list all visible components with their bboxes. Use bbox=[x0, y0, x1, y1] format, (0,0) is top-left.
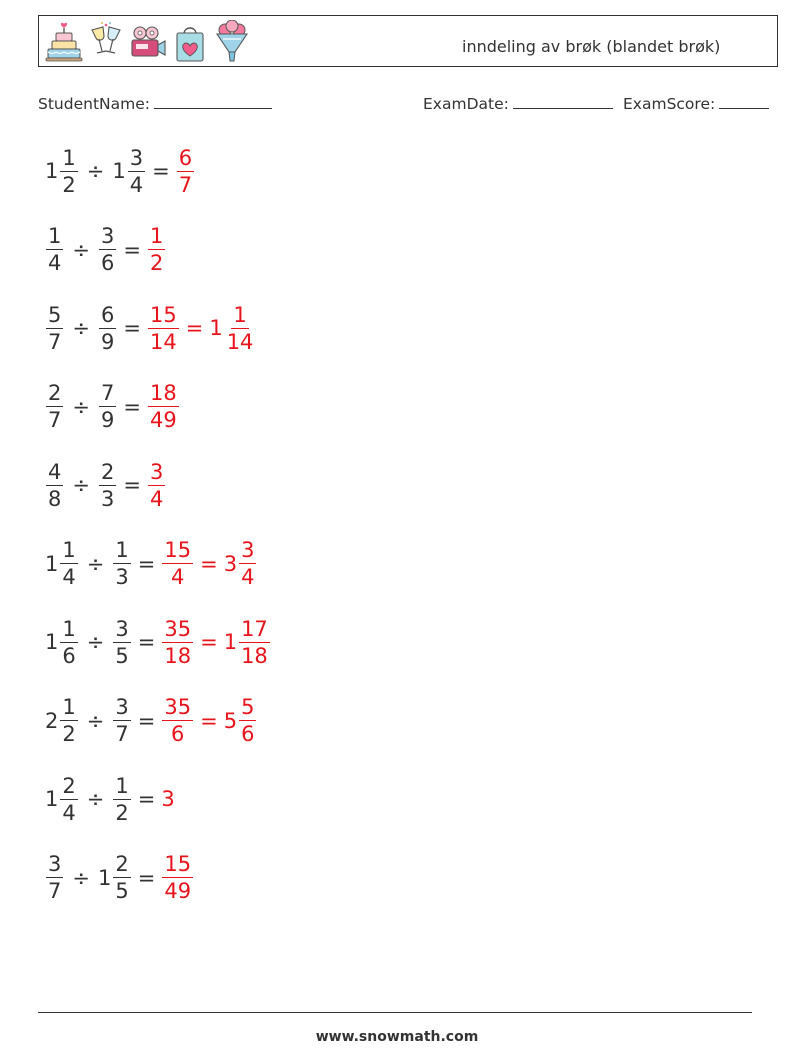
denominator: 49 bbox=[149, 408, 177, 432]
equals-sign: = bbox=[123, 237, 141, 262]
answer bbox=[161, 694, 257, 747]
denominator: 5 bbox=[115, 879, 129, 903]
denominator: 6 bbox=[62, 643, 76, 668]
footer-website: www.snowmath.com bbox=[315, 1029, 479, 1045]
divide-sign: ÷ bbox=[86, 551, 105, 576]
numerator: 15 bbox=[149, 302, 177, 327]
numerator: 2 bbox=[48, 381, 62, 405]
mixed-fraction bbox=[225, 302, 256, 355]
numerator: 4 bbox=[48, 459, 62, 484]
answer-whole-number: 3 bbox=[161, 787, 175, 811]
first-whole-part: 2 bbox=[45, 708, 59, 733]
numerator: 2 bbox=[100, 459, 115, 484]
equals-sign: = bbox=[137, 551, 156, 576]
numerator: 3 bbox=[129, 145, 144, 170]
equals-sign: = bbox=[123, 473, 141, 497]
student-name-blank bbox=[154, 94, 272, 109]
numerator: 6 bbox=[178, 145, 193, 170]
answer-fraction bbox=[162, 851, 193, 904]
flower-bouquet-icon bbox=[213, 20, 251, 64]
answer bbox=[161, 537, 257, 590]
answer-equals-sign: = bbox=[200, 630, 218, 654]
equals-sign: = bbox=[123, 394, 141, 419]
problem-row bbox=[45, 611, 271, 673]
second-fraction bbox=[113, 773, 130, 826]
mixed-whole-part: 3 bbox=[223, 551, 238, 576]
answer-fraction bbox=[148, 223, 165, 276]
answer-fraction bbox=[162, 616, 193, 669]
champagne-glasses-icon bbox=[87, 20, 125, 64]
divide-sign: ÷ bbox=[72, 237, 90, 262]
mixed-whole-part: 1 bbox=[209, 316, 223, 340]
numerator: 1 bbox=[149, 224, 164, 248]
numerator: 2 bbox=[62, 773, 76, 798]
answer-fraction bbox=[162, 694, 193, 747]
numerator: 2 bbox=[115, 852, 129, 876]
denominator: 3 bbox=[100, 486, 115, 511]
second-whole-part: 1 bbox=[97, 865, 112, 890]
second-fraction bbox=[113, 851, 130, 904]
gift-bag-heart-icon bbox=[171, 20, 209, 64]
first-fraction bbox=[46, 459, 63, 512]
first-whole-part: 1 bbox=[45, 551, 59, 576]
answer bbox=[147, 302, 256, 355]
first-fraction bbox=[60, 694, 77, 747]
numerator: 1 bbox=[62, 538, 76, 562]
second-fraction bbox=[99, 302, 116, 355]
denominator: 5 bbox=[115, 643, 129, 668]
denominator: 49 bbox=[164, 879, 192, 903]
second-fraction bbox=[99, 380, 116, 433]
answer-fraction bbox=[162, 537, 193, 590]
denominator: 7 bbox=[48, 329, 62, 354]
first-fraction bbox=[60, 773, 77, 826]
problem-row bbox=[45, 297, 256, 359]
denominator: 4 bbox=[149, 486, 164, 511]
second-fraction bbox=[99, 223, 116, 276]
denominator: 6 bbox=[100, 251, 115, 275]
answer-equals-sign: = bbox=[200, 708, 218, 733]
denominator: 18 bbox=[241, 643, 268, 668]
divide-sign: ÷ bbox=[86, 159, 105, 183]
numerator: 5 bbox=[241, 695, 255, 719]
numerator: 1 bbox=[115, 538, 129, 562]
first-fraction bbox=[60, 145, 77, 198]
wedding-cake-icon bbox=[45, 20, 83, 64]
worksheet-header bbox=[38, 15, 778, 67]
denominator: 2 bbox=[115, 800, 129, 825]
second-fraction bbox=[113, 537, 130, 590]
numerator: 1 bbox=[115, 773, 129, 798]
denominator: 4 bbox=[62, 800, 76, 825]
answer-fraction bbox=[148, 459, 165, 512]
mixed-whole-part: 5 bbox=[223, 708, 238, 733]
answer-fraction bbox=[148, 302, 179, 355]
numerator: 15 bbox=[164, 852, 192, 876]
header-icons bbox=[45, 20, 251, 64]
equals-sign: = bbox=[137, 708, 156, 733]
second-fraction bbox=[113, 616, 130, 669]
denominator: 4 bbox=[62, 565, 76, 589]
exam-date-field bbox=[423, 94, 613, 113]
exam-date-label: ExamDate: bbox=[423, 95, 509, 113]
second-fraction bbox=[99, 459, 116, 512]
first-whole-part: 1 bbox=[45, 787, 59, 811]
denominator: 4 bbox=[171, 565, 185, 589]
answer-fraction bbox=[148, 380, 179, 433]
numerator: 1 bbox=[62, 616, 76, 641]
denominator: 4 bbox=[241, 565, 255, 589]
problem-row bbox=[45, 690, 257, 752]
denominator: 8 bbox=[48, 486, 62, 511]
mixed-fraction bbox=[239, 694, 256, 747]
divide-sign: ÷ bbox=[86, 630, 105, 654]
numerator: 1 bbox=[62, 145, 76, 170]
problem-row bbox=[45, 376, 180, 438]
first-fraction bbox=[46, 851, 63, 904]
answer-fraction bbox=[177, 145, 194, 198]
denominator: 2 bbox=[62, 722, 76, 746]
numerator: 3 bbox=[48, 852, 62, 876]
divide-sign: ÷ bbox=[72, 473, 90, 497]
second-whole-part: 1 bbox=[112, 159, 126, 183]
exam-score-field bbox=[623, 94, 769, 113]
problem-row bbox=[45, 219, 166, 281]
answer bbox=[147, 223, 166, 276]
numerator: 17 bbox=[241, 616, 268, 641]
equals-sign: = bbox=[137, 630, 156, 654]
denominator: 9 bbox=[100, 408, 115, 432]
numerator: 1 bbox=[233, 302, 247, 327]
denominator: 2 bbox=[149, 251, 164, 275]
numerator: 3 bbox=[241, 538, 255, 562]
numerator: 3 bbox=[149, 459, 164, 484]
first-fraction bbox=[46, 223, 63, 276]
equals-sign: = bbox=[137, 865, 156, 890]
first-whole-part: 1 bbox=[45, 159, 59, 183]
answer-equals-sign: = bbox=[185, 316, 204, 340]
numerator: 15 bbox=[164, 538, 192, 562]
mixed-fraction bbox=[239, 616, 270, 669]
problem-row bbox=[45, 847, 194, 909]
numerator: 18 bbox=[149, 381, 177, 405]
problem-row bbox=[45, 140, 195, 202]
denominator: 14 bbox=[149, 329, 177, 354]
equals-sign: = bbox=[123, 316, 141, 340]
denominator: 4 bbox=[129, 172, 144, 197]
worksheet-title: inndeling av brøk (blandet brøk) bbox=[462, 37, 721, 56]
denominator: 7 bbox=[115, 722, 129, 746]
numerator: 1 bbox=[48, 224, 62, 248]
denominator: 7 bbox=[48, 408, 62, 432]
mixed-whole-part: 1 bbox=[223, 630, 238, 654]
second-fraction bbox=[113, 694, 130, 747]
exam-score-blank bbox=[719, 94, 769, 109]
numerator: 3 bbox=[115, 616, 129, 641]
numerator: 3 bbox=[115, 695, 129, 719]
denominator: 18 bbox=[164, 643, 192, 668]
answer bbox=[161, 787, 175, 811]
first-fraction bbox=[60, 616, 77, 669]
student-name-label: StudentName: bbox=[38, 95, 150, 113]
denominator: 7 bbox=[48, 879, 62, 903]
first-whole-part: 1 bbox=[45, 630, 59, 654]
exam-date-blank bbox=[513, 94, 613, 109]
problem-row bbox=[45, 454, 166, 516]
answer bbox=[147, 459, 166, 512]
denominator: 3 bbox=[115, 565, 129, 589]
numerator: 35 bbox=[164, 695, 192, 719]
first-fraction bbox=[46, 302, 63, 355]
second-fraction bbox=[128, 145, 145, 198]
numerator: 35 bbox=[164, 616, 192, 641]
denominator: 14 bbox=[226, 329, 254, 354]
answer bbox=[161, 616, 270, 669]
mixed-fraction bbox=[239, 537, 256, 590]
footer-divider bbox=[38, 1012, 752, 1013]
answer bbox=[176, 145, 195, 198]
first-fraction bbox=[46, 380, 63, 433]
divide-sign: ÷ bbox=[72, 316, 90, 340]
equals-sign: = bbox=[137, 787, 156, 811]
denominator: 7 bbox=[178, 172, 193, 197]
numerator: 7 bbox=[100, 381, 115, 405]
numerator: 3 bbox=[100, 224, 115, 248]
answer-equals-sign: = bbox=[200, 551, 218, 576]
video-camera-icon bbox=[129, 20, 167, 64]
first-fraction bbox=[60, 537, 77, 590]
denominator: 9 bbox=[100, 329, 115, 354]
numerator: 1 bbox=[62, 695, 76, 719]
denominator: 6 bbox=[241, 722, 255, 746]
student-name-field bbox=[38, 94, 272, 113]
equals-sign: = bbox=[152, 159, 170, 183]
denominator: 6 bbox=[171, 722, 185, 746]
numerator: 6 bbox=[100, 302, 115, 327]
divide-sign: ÷ bbox=[86, 787, 105, 811]
answer bbox=[161, 851, 194, 904]
problem-row bbox=[45, 768, 176, 830]
answer bbox=[147, 380, 180, 433]
numerator: 5 bbox=[48, 302, 62, 327]
problem-row bbox=[45, 533, 257, 595]
divide-sign: ÷ bbox=[72, 865, 90, 890]
divide-sign: ÷ bbox=[72, 394, 90, 419]
exam-score-label: ExamScore: bbox=[623, 95, 716, 113]
divide-sign: ÷ bbox=[86, 708, 105, 733]
denominator: 2 bbox=[62, 172, 76, 197]
denominator: 4 bbox=[48, 251, 62, 275]
